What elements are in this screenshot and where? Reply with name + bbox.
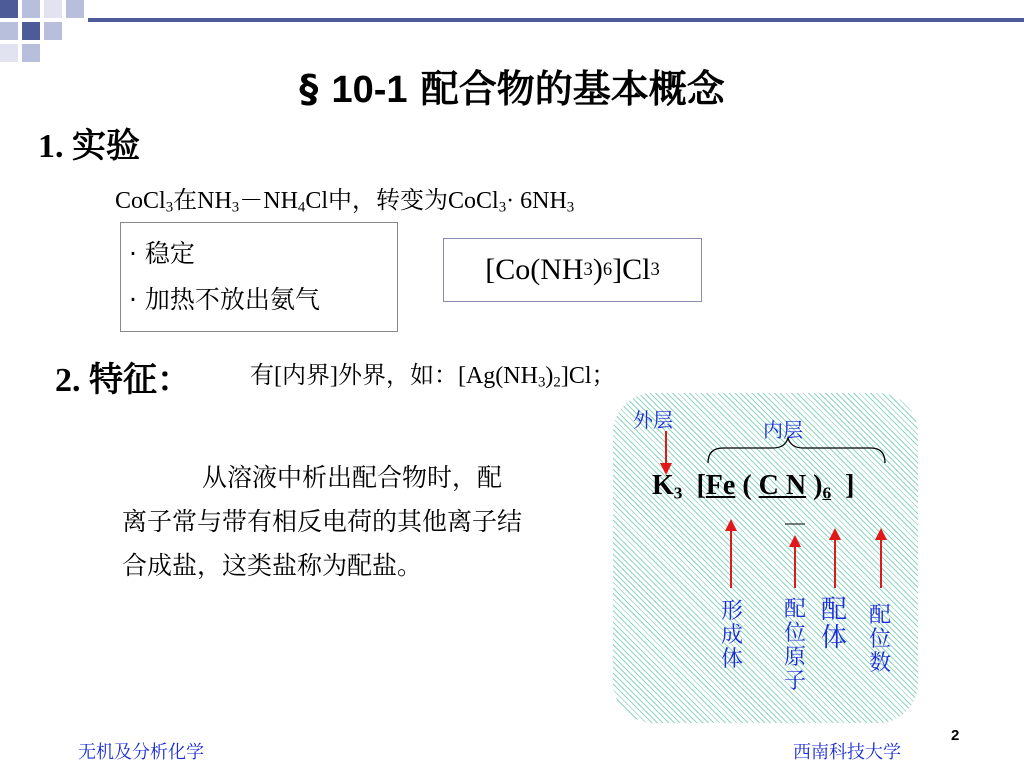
section-symbol: § (299, 67, 319, 111)
coordination-number-label: 配位数 (868, 603, 891, 676)
section-number: 10-1 (331, 69, 408, 111)
donor-atom-label: 配位原子 (783, 597, 806, 694)
inner-layer-label: 内层 (763, 418, 803, 442)
experiment-reaction: CoCl$_3$在$NH_3-NH_4Cl$中，转变为CoCl$_3$· $6NH_3$ (115, 188, 575, 216)
outer-layer-label: 外层 (633, 408, 673, 432)
feature-example: 有[内界]外界，如：$[Ag(NH_3)_2]Cl$； (250, 363, 616, 391)
footer-course: 无机及分析化学 (78, 742, 204, 763)
inner-brace (708, 438, 885, 463)
ligand-label: 配体 (820, 595, 847, 653)
header-rule (88, 18, 1024, 22)
page-number: 2 (951, 727, 960, 744)
diagram-formula: $K_3$ [Fe ( C N )$_6$ ] (652, 470, 855, 503)
central-atom-label: 形成体 (720, 599, 743, 672)
heading-experiment: 1. 实验 (38, 126, 140, 166)
properties-box (120, 222, 398, 332)
slide-title (0, 58, 1024, 113)
definition-paragraph: 从溶液中析出配合物时，配离子常与带有相反电荷的其他离子结合成盐，这类盐称为配盐。 (122, 463, 523, 580)
property-no-ammonia: · 加热不放出氨气 (129, 285, 320, 314)
complex-formula-box: [Co(NH 3 ) 6 ]Cl 3 (443, 238, 702, 302)
footer-university: 西南科技大学 (793, 742, 901, 763)
property-stable: · 稳定 (129, 239, 195, 268)
corner-decoration (0, 0, 90, 55)
title-text: 配合物的基本概念 (420, 67, 725, 111)
heading-feature: 2. 特征： (55, 360, 191, 400)
